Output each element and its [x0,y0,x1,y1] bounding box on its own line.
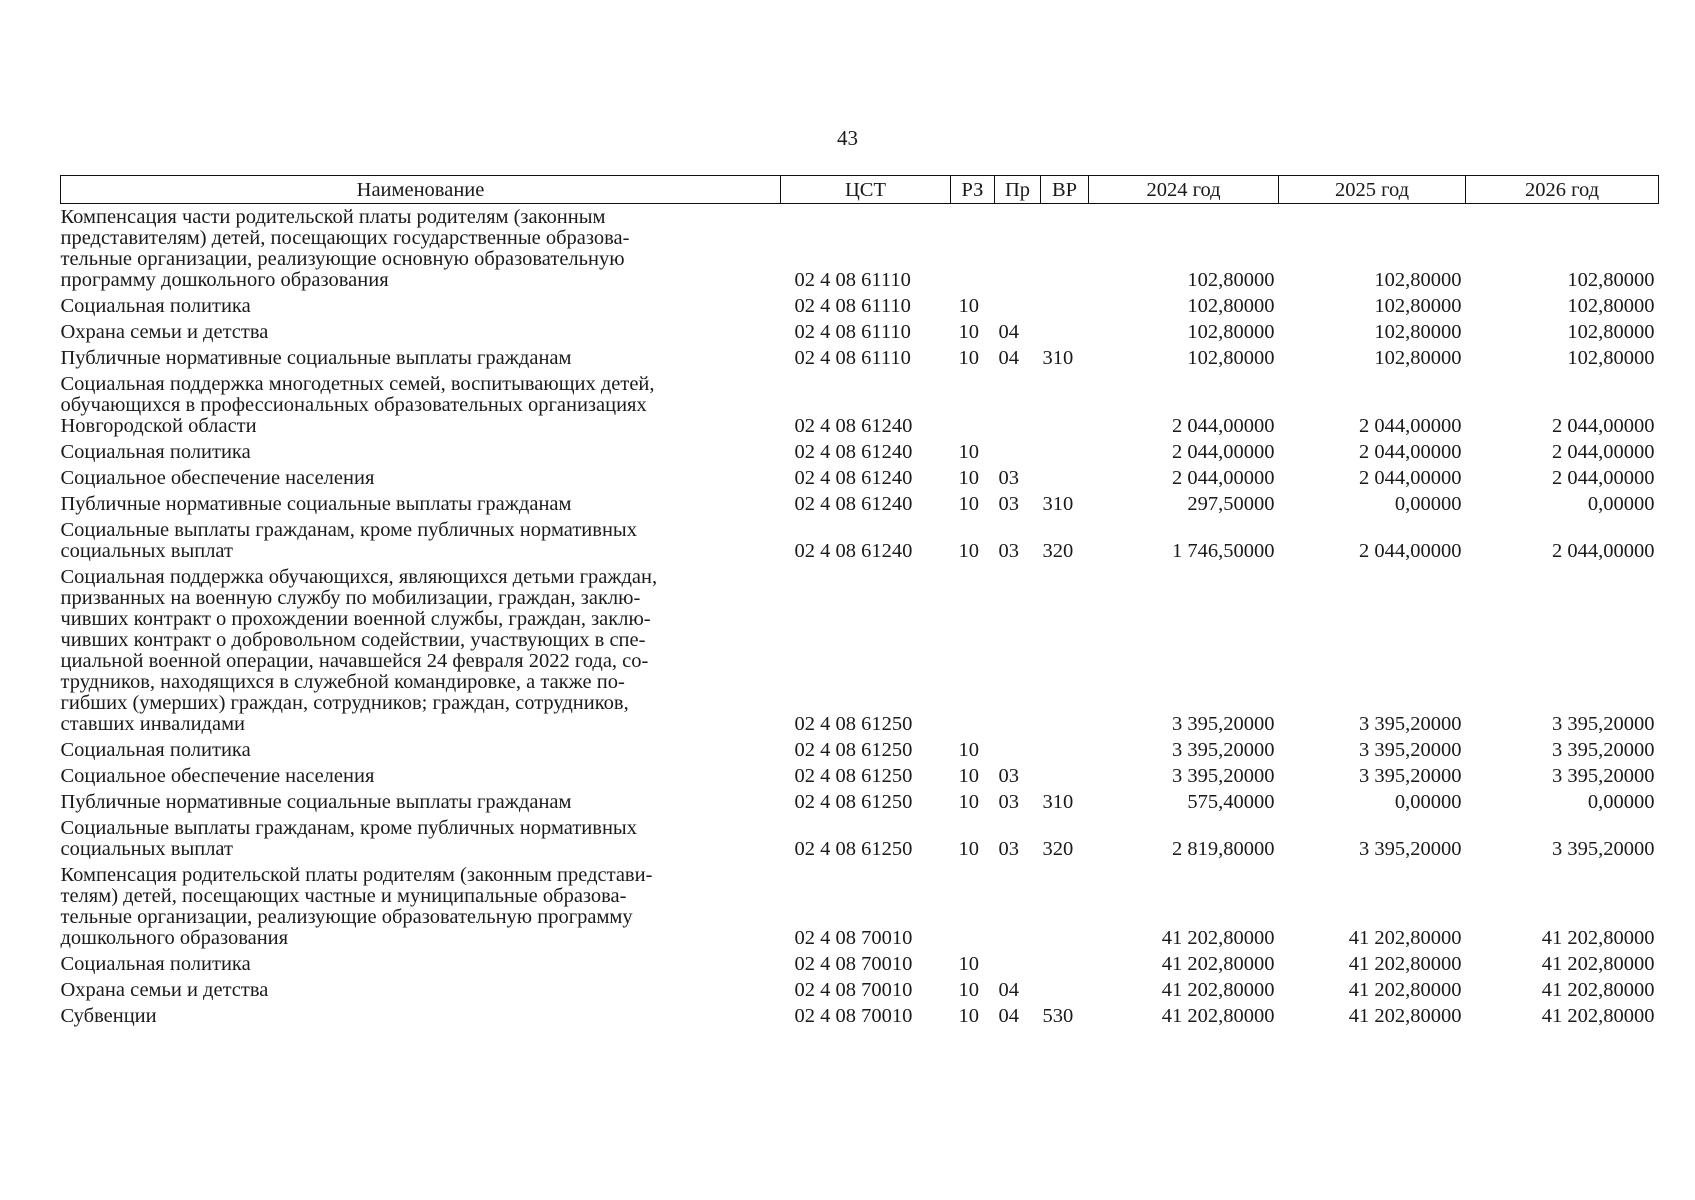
table-row [61,951,1659,977]
cell-cst: 02 4 08 61110 [794,295,911,317]
cell-2025: 2 044,00000 [1359,467,1462,489]
name-line: чивших контракт о прохождении военной службы, граждан, заклю- [60,608,651,630]
cell-name [61,371,781,439]
name-line: дошкольного образования [60,927,289,949]
cell-2025: 41 202,80000 [1348,1005,1462,1027]
cell-name [61,465,781,491]
cell-name [61,345,781,371]
header-name: Наименование [61,176,781,204]
cell-pr [995,439,1041,465]
cell-rz: 10 [958,1005,979,1027]
name-line: Компенсация родительской платы родителям (законным представи- [60,864,653,886]
name-line: социальных выплат [60,540,233,562]
cell-2024: 3 395,20000 [1172,765,1275,787]
cell-2025: 102,80000 [1374,269,1462,291]
name-line: Социальное обеспечение населения [60,765,375,787]
cell-2024: 102,80000 [1187,269,1275,291]
cell-2025: 3 395,20000 [1359,765,1462,787]
cell-rz: 10 [958,321,979,343]
name-line: Социальная политика [60,295,251,317]
table-row [61,862,1659,951]
name-line: Публичные нормативные социальные выплаты гражданам [60,347,572,369]
name-line: Социальная политика [60,739,251,761]
cell-pr: 04 [998,347,1019,369]
cell-2026: 0,00000 [1587,791,1655,813]
table-row [61,737,1659,763]
cell-rz: 10 [958,441,979,463]
cell-vr [1041,465,1089,491]
cell-2026: 41 202,80000 [1541,953,1655,975]
cell-vr [1041,737,1089,763]
table-row [61,204,1659,294]
cell-name [61,951,781,977]
header-rz: РЗ [951,176,995,204]
name-line: программу дошкольного образования [60,269,389,291]
cell-rz [951,204,995,294]
table-row [61,789,1659,815]
budget-table [60,175,1659,1029]
cell-pr [995,737,1041,763]
cell-cst: 02 4 08 61240 [794,467,913,489]
cell-pr: 03 [998,791,1019,813]
cell-cst: 02 4 08 61250 [794,713,913,735]
cell-2026: 102,80000 [1567,295,1655,317]
cell-2024: 3 395,20000 [1172,713,1275,735]
cell-pr: 04 [998,321,1019,343]
cell-2026: 3 395,20000 [1552,838,1655,860]
table-row [61,465,1659,491]
cell-rz [951,564,995,737]
header-cst: ЦСТ [781,176,951,204]
name-line: гибших (умерших) граждан, сотрудников; граждан, сотрудников, [60,692,629,714]
page-number: 43 [837,126,858,150]
name-line: чивших контракт о добровольном содействии, участвующих в спе- [60,629,646,651]
cell-name [61,439,781,465]
cell-2025: 41 202,80000 [1348,953,1462,975]
table-row [61,371,1659,439]
cell-rz: 10 [958,979,979,1001]
cell-2024: 3 395,20000 [1172,739,1275,761]
cell-name [61,862,781,951]
table-row [61,491,1659,517]
cell-name [61,564,781,737]
cell-name [61,517,781,564]
cell-pr: 04 [998,1005,1019,1027]
table-row [61,517,1659,564]
cell-vr [1041,204,1089,294]
table-row [61,815,1659,862]
cell-rz: 10 [958,765,979,787]
cell-2026: 102,80000 [1567,347,1655,369]
cell-2025: 2 044,00000 [1359,540,1462,562]
name-line: Социальные выплаты гражданам, кроме публичных нормативных [60,817,637,839]
cell-cst: 02 4 08 61240 [794,415,913,437]
name-line: телям) детей, посещающих частные и муниципальные образова- [60,885,627,907]
cell-rz: 10 [958,838,979,860]
cell-cst: 02 4 08 61110 [794,321,911,343]
cell-2025: 0,00000 [1394,791,1462,813]
cell-2026: 41 202,80000 [1541,1005,1655,1027]
cell-2024: 102,80000 [1187,295,1275,317]
cell-rz: 10 [958,347,979,369]
cell-2026: 3 395,20000 [1552,713,1655,735]
cell-2024: 2 044,00000 [1172,415,1275,437]
cell-pr: 04 [998,979,1019,1001]
cell-2024: 102,80000 [1187,347,1275,369]
table-header [61,176,1659,204]
cell-2025: 102,80000 [1374,321,1462,343]
cell-pr: 03 [998,540,1019,562]
cell-2026: 2 044,00000 [1552,467,1655,489]
cell-2026: 102,80000 [1567,269,1655,291]
cell-2026: 3 395,20000 [1552,739,1655,761]
cell-2025: 3 395,20000 [1359,838,1462,860]
name-line: Новгородской области [60,415,257,437]
table-body [61,204,1659,1030]
cell-2026: 0,00000 [1587,493,1655,515]
cell-2024: 41 202,80000 [1161,953,1275,975]
table-row [61,293,1659,319]
name-line: Социальные выплаты гражданам, кроме публичных нормативных [60,519,637,541]
cell-name [61,977,781,1003]
cell-cst: 02 4 08 70010 [794,927,913,949]
cell-name [61,319,781,345]
cell-rz: 10 [958,467,979,489]
name-line: тельные организации, реализующие основную образовательную [60,248,625,270]
cell-name [61,1003,781,1029]
cell-vr [1041,977,1089,1003]
cell-2026: 2 044,00000 [1552,540,1655,562]
cell-2026: 2 044,00000 [1552,415,1655,437]
name-line: социальных выплат [60,838,233,860]
name-line: призванных на военную службу по мобилизации, граждан, заклю- [60,587,641,609]
cell-rz: 10 [958,295,979,317]
cell-cst: 02 4 08 61250 [794,791,913,813]
cell-vr [1041,564,1089,737]
cell-pr: 03 [998,838,1019,860]
cell-name [61,204,781,294]
cell-name [61,737,781,763]
cell-cst: 02 4 08 61250 [794,739,913,761]
name-line: Компенсация части родительской платы родителям (законным [60,206,606,228]
name-line: обучающихся в профессиональных образовательных организациях [60,394,647,416]
cell-2026: 41 202,80000 [1541,927,1655,949]
cell-2024: 102,80000 [1187,321,1275,343]
header-pr: Пр [995,176,1041,204]
cell-name [61,491,781,517]
table-row [61,439,1659,465]
cell-pr [995,371,1041,439]
cell-cst: 02 4 08 70010 [794,1005,913,1027]
cell-2026: 3 395,20000 [1552,765,1655,787]
header-2025: 2025 год [1279,176,1466,204]
cell-pr [995,293,1041,319]
cell-cst: 02 4 08 61110 [794,347,911,369]
cell-2026: 102,80000 [1567,321,1655,343]
cell-name [61,293,781,319]
name-line: представителям) детей, посещающих государственные образова- [60,227,630,249]
cell-cst: 02 4 08 70010 [794,979,913,1001]
table-row [61,1003,1659,1029]
cell-vr: 530 [1042,1005,1074,1027]
cell-vr [1041,763,1089,789]
cell-2025: 2 044,00000 [1359,441,1462,463]
cell-2025: 3 395,20000 [1359,739,1462,761]
name-line: Публичные нормативные социальные выплаты гражданам [60,791,572,813]
cell-vr [1041,293,1089,319]
cell-2024: 41 202,80000 [1161,1005,1275,1027]
table-row [61,319,1659,345]
cell-rz [951,862,995,951]
cell-2024: 2 044,00000 [1172,441,1275,463]
cell-vr: 310 [1042,493,1074,515]
cell-2025: 0,00000 [1394,493,1462,515]
name-line: Социальное обеспечение населения [60,467,375,489]
cell-rz: 10 [958,739,979,761]
name-line: Социальная поддержка многодетных семей, воспитывающих детей, [60,373,655,395]
cell-2025: 41 202,80000 [1348,979,1462,1001]
cell-cst: 02 4 08 61240 [794,441,913,463]
cell-pr: 03 [998,493,1019,515]
cell-rz: 10 [958,540,979,562]
cell-cst: 02 4 08 61250 [794,765,913,787]
table-row [61,564,1659,737]
cell-vr [1041,439,1089,465]
name-line: Субвенции [60,1005,157,1027]
cell-name [61,789,781,815]
cell-cst: 02 4 08 61240 [794,493,913,515]
cell-name [61,815,781,862]
cell-2025: 102,80000 [1374,295,1462,317]
cell-vr [1041,319,1089,345]
cell-pr [995,204,1041,294]
name-line: Охрана семьи и детства [60,979,269,1001]
name-line: трудников, находящихся в служебной командировке, а также по- [60,671,625,693]
cell-rz: 10 [958,953,979,975]
cell-vr: 310 [1042,347,1074,369]
cell-cst: 02 4 08 61250 [794,838,913,860]
cell-cst: 02 4 08 70010 [794,953,913,975]
cell-vr [1041,862,1089,951]
cell-rz: 10 [958,791,979,813]
cell-2025: 3 395,20000 [1359,713,1462,735]
cell-vr [1041,951,1089,977]
cell-rz: 10 [958,493,979,515]
cell-2024: 41 202,80000 [1161,979,1275,1001]
name-line: Публичные нормативные социальные выплаты гражданам [60,493,572,515]
cell-cst: 02 4 08 61240 [794,540,913,562]
cell-pr: 03 [998,765,1019,787]
cell-vr [1041,371,1089,439]
cell-2025: 2 044,00000 [1359,415,1462,437]
table-row [61,977,1659,1003]
cell-pr [995,951,1041,977]
cell-2024: 1 746,50000 [1172,540,1275,562]
cell-pr: 03 [998,467,1019,489]
cell-2026: 41 202,80000 [1541,979,1655,1001]
cell-vr: 310 [1042,791,1074,813]
cell-2026: 2 044,00000 [1552,441,1655,463]
cell-2024: 575,40000 [1187,791,1275,813]
cell-vr: 320 [1042,838,1074,860]
cell-2024: 2 819,80000 [1172,838,1275,860]
name-line: Социальная политика [60,953,251,975]
name-line: циальной военной операции, начавшейся 24 февраля 2022 года, со- [60,650,649,672]
cell-cst: 02 4 08 61110 [794,269,911,291]
header-2024: 2024 год [1089,176,1279,204]
table-row [61,763,1659,789]
cell-2024: 41 202,80000 [1161,927,1275,949]
header-2026: 2026 год [1466,176,1659,204]
cell-name [61,763,781,789]
cell-2024: 297,50000 [1187,493,1275,515]
cell-vr: 320 [1042,540,1074,562]
cell-2024: 2 044,00000 [1172,467,1275,489]
cell-2025: 41 202,80000 [1348,927,1462,949]
table-row [61,345,1659,371]
name-line: тельные организации, реализующие образовательную программу [60,906,633,928]
cell-pr [995,564,1041,737]
header-vr: ВР [1041,176,1089,204]
cell-pr [995,862,1041,951]
cell-rz [951,371,995,439]
name-line: Охрана семьи и детства [60,321,269,343]
name-line: Социальная поддержка обучающихся, являющихся детьми граждан, [60,566,658,588]
name-line: ставших инвалидами [60,713,246,735]
cell-2025: 102,80000 [1374,347,1462,369]
name-line: Социальная политика [60,441,251,463]
